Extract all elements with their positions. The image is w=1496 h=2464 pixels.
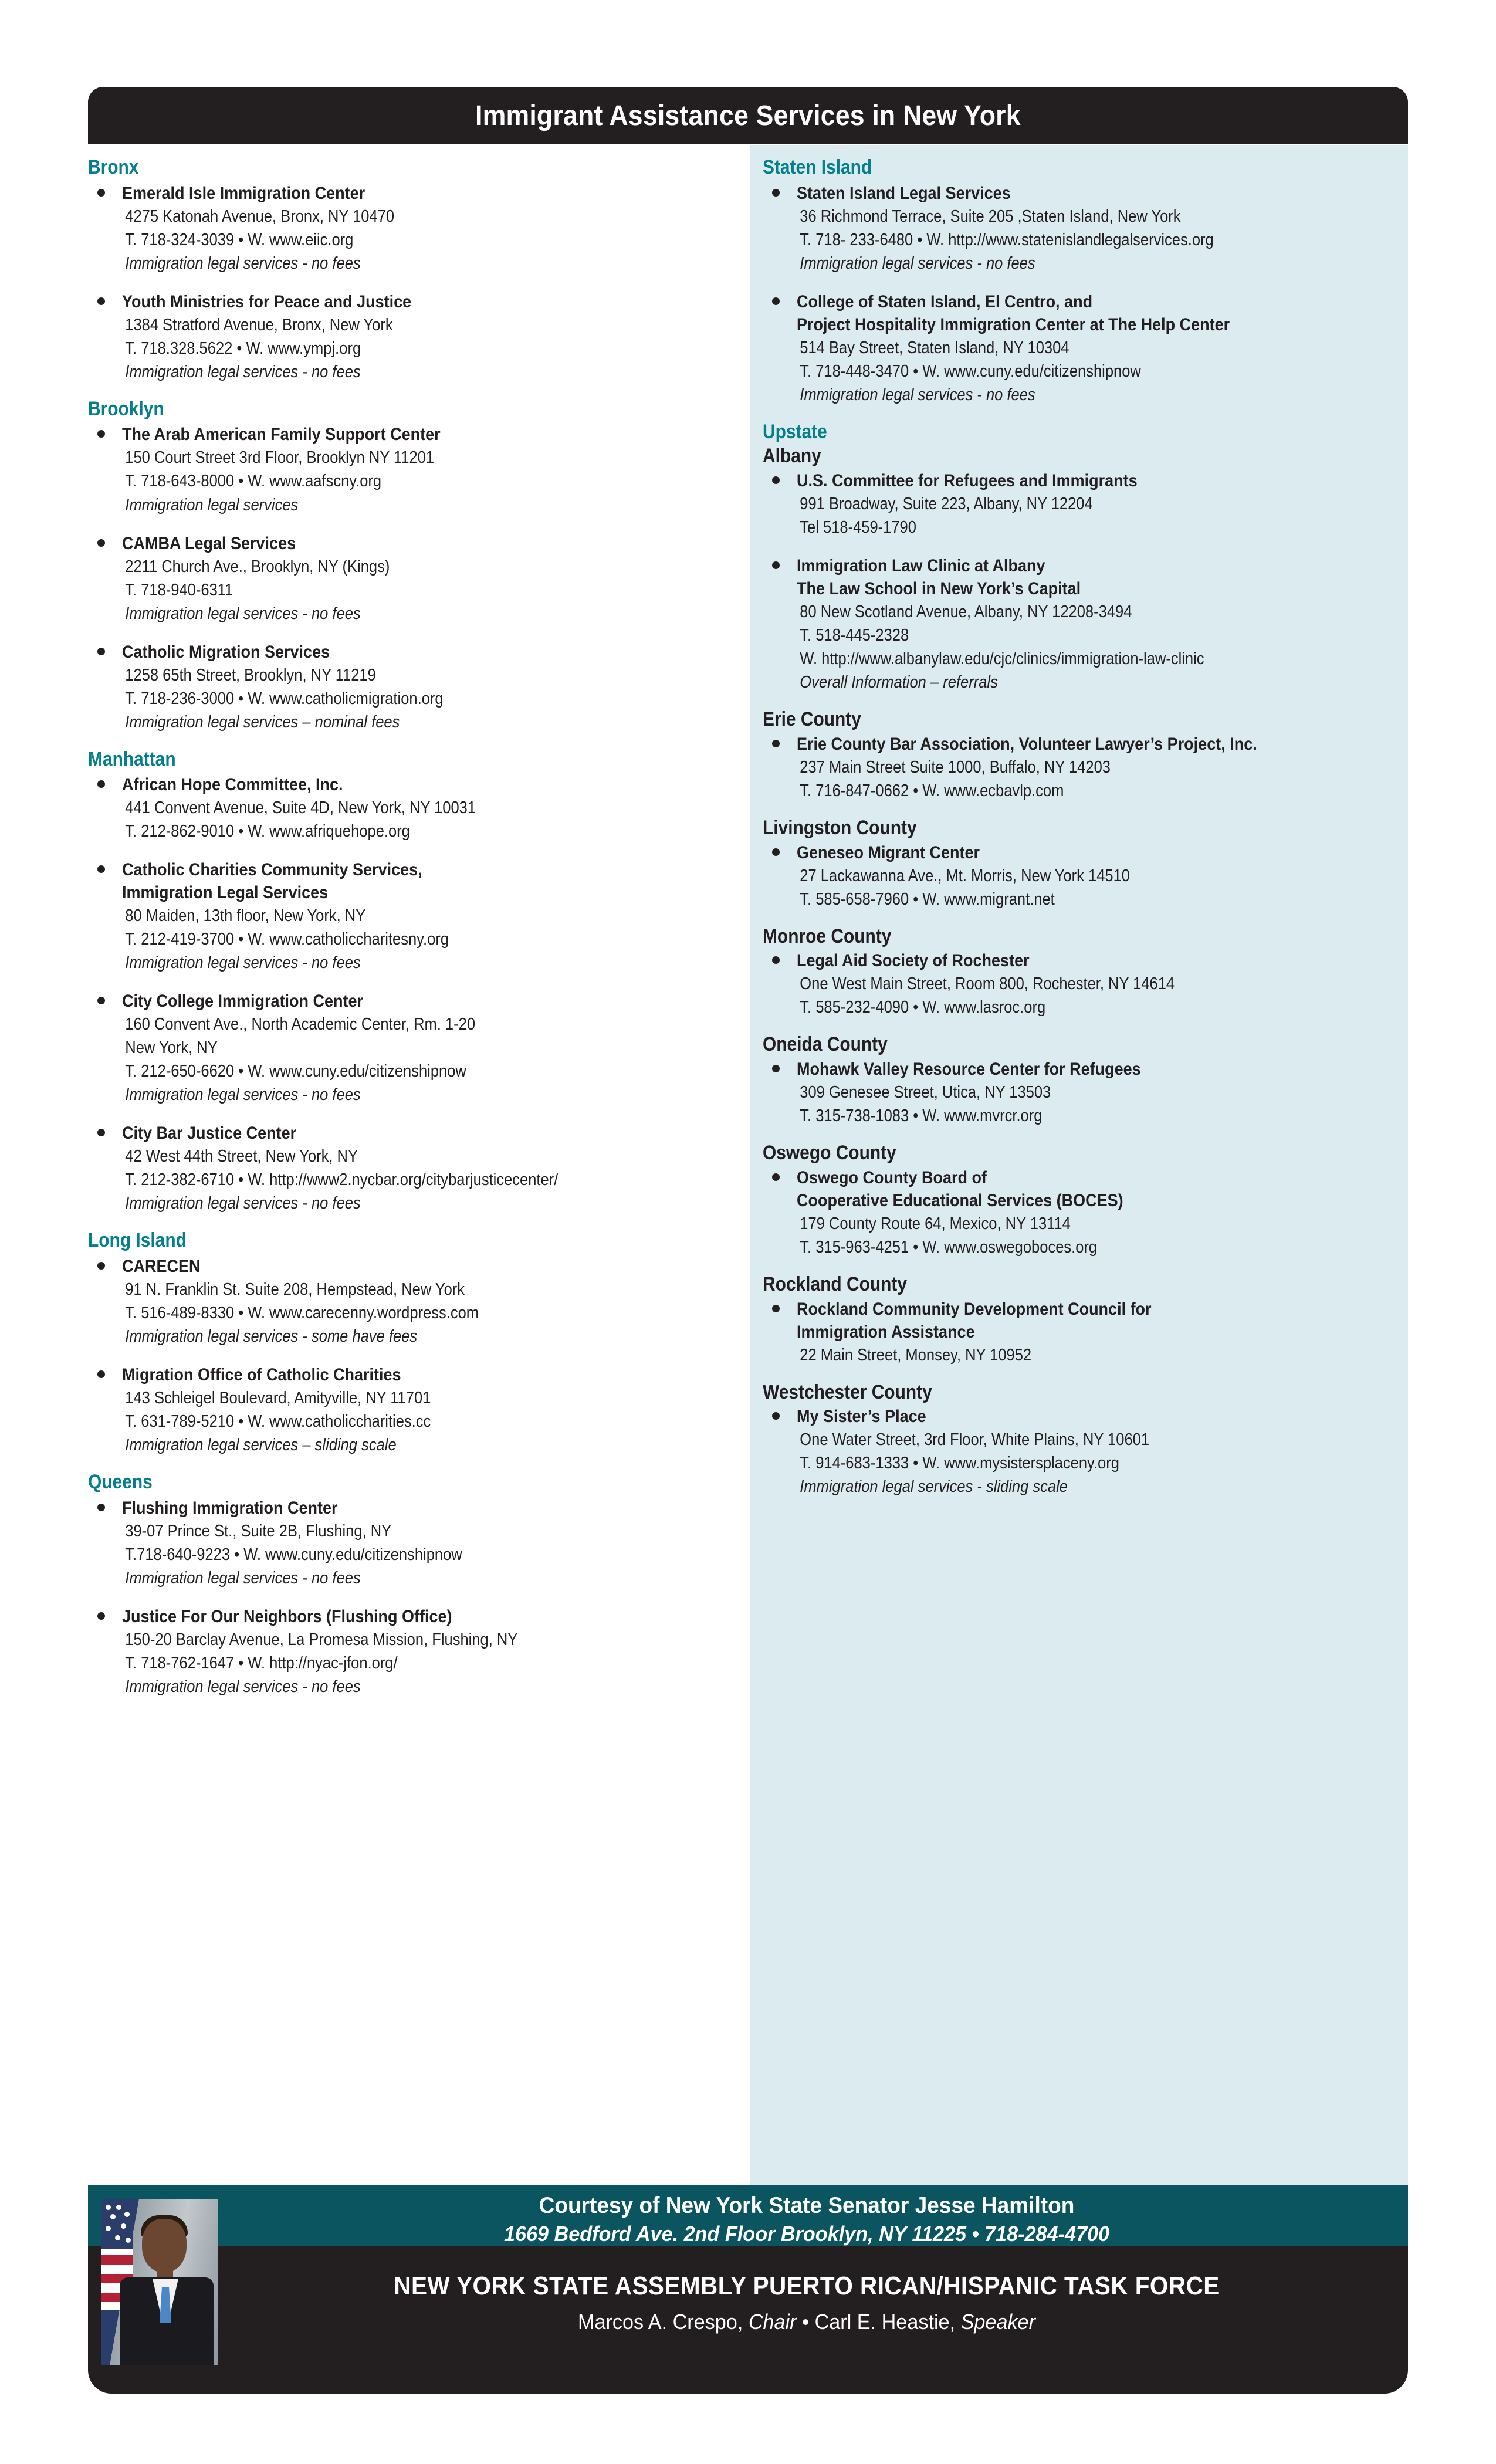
flag-star	[110, 2214, 116, 2219]
bullet-icon	[772, 476, 780, 484]
service-note: Immigration legal services - no fees	[125, 1085, 361, 1105]
flag-star	[116, 2205, 121, 2210]
organization-detail-line: T. 315-963-4251 • W. www.oswegoboces.org	[800, 1237, 1098, 1257]
organization-detail-line: 22 Main Street, Monsey, NY 10952	[800, 1345, 1032, 1365]
bullet-icon	[97, 997, 105, 1004]
flag-star	[121, 2223, 126, 2229]
organization-entry	[763, 841, 1399, 911]
organization-detail-line: 991 Broadway, Suite 223, Albany, NY 12204	[800, 495, 1093, 514]
region-heading: Staten Island	[763, 156, 872, 178]
organization-detail-line: T. 716-847-0662 • W. www.ecbavlp.com	[800, 781, 1064, 800]
organization-entry	[88, 1497, 739, 1590]
senator-portrait-photo	[101, 2199, 218, 2365]
bullet-icon	[772, 740, 780, 747]
organization-detail-line: T. 212-862-9010 • W. www.afriquehope.org	[125, 822, 410, 841]
organization-detail-line: New York, NY	[125, 1038, 218, 1058]
organization-detail-line: 150 Court Street 3rd Floor, Brooklyn NY 11201	[125, 448, 435, 468]
flag-star	[106, 2205, 111, 2210]
region-heading: Queens	[88, 1471, 153, 1494]
organization-entry	[88, 641, 739, 734]
region-heading: Upstate	[763, 420, 827, 443]
region-heading: Long Island	[88, 1229, 187, 1252]
organization-name: The Arab American Family Support Center	[122, 425, 441, 445]
bullet-icon	[97, 780, 105, 788]
organization-entry	[88, 773, 739, 843]
organization-name: Flushing Immigration Center	[122, 1498, 338, 1518]
flag-star	[115, 2235, 120, 2240]
service-note: Immigration legal services - no fees	[125, 1194, 361, 1213]
bullet-icon	[97, 1504, 105, 1511]
organization-entry	[763, 1058, 1399, 1128]
service-note: Immigration legal services - sliding scale	[800, 1477, 1068, 1497]
organization-detail-line: W. http://www.albanylaw.edu/cjc/clinics/immigration-law-clinic	[800, 649, 1204, 669]
service-note: Immigration legal services - no fees	[125, 604, 361, 623]
region-heading: Manhattan	[88, 747, 176, 770]
organization-entry	[88, 423, 739, 516]
service-note: Immigration legal services – sliding scale	[125, 1436, 397, 1455]
organization-detail-line: T. 718-762-1647 • W. http://nyac-jfon.org/	[125, 1654, 398, 1673]
organization-detail-line: 1258 65th Street, Brooklyn, NY 11219	[125, 665, 376, 685]
flag-star	[106, 2226, 111, 2231]
organization-entry	[88, 532, 739, 625]
bullet-icon	[97, 189, 105, 197]
organization-entry	[763, 469, 1399, 539]
bullet-icon	[772, 1412, 780, 1420]
organization-name-continued: Cooperative Educational Services (BOCES)	[797, 1190, 1123, 1210]
service-note: Immigration legal services - no fees	[125, 953, 361, 973]
service-note: Immigration legal services - no fees	[125, 362, 361, 381]
organization-detail-line: 143 Schleigel Boulevard, Amityville, NY 11701	[125, 1389, 431, 1408]
chair-role: Chair	[748, 2310, 797, 2334]
bullet-icon	[772, 1305, 780, 1312]
bullet-icon	[772, 848, 780, 856]
organization-entry	[763, 1166, 1399, 1259]
organization-detail-line: T. 585-658-7960 • W. www.migrant.net	[800, 889, 1055, 909]
speaker-role: Speaker	[960, 2310, 1035, 2334]
county-heading: Oswego County	[763, 1142, 896, 1165]
organization-detail-line: T. 718-236-3000 • W. www.catholicmigration.org	[125, 689, 444, 708]
bullet-icon	[772, 956, 780, 964]
organization-entry	[88, 990, 739, 1106]
organization-entry	[763, 182, 1399, 275]
bullet-icon	[772, 1065, 780, 1072]
bullet-icon	[772, 189, 780, 197]
organization-detail-line: T. 718-940-6311	[125, 580, 233, 600]
organization-entry	[88, 290, 739, 384]
flag-star	[126, 2238, 131, 2243]
organization-detail-line: T. 212-650-6620 • W. www.cuny.edu/citizenshipnow	[125, 1062, 466, 1081]
organization-entry	[88, 1605, 739, 1698]
service-note: Immigration legal services – nominal fees	[125, 712, 400, 732]
organization-detail-line: 36 Richmond Terrace, Suite 205 ,Staten Island, New York	[800, 207, 1181, 226]
service-note: Immigration legal services - no fees	[800, 253, 1035, 273]
county-heading: Rockland County	[763, 1272, 908, 1295]
service-note: Immigration legal services - no fees	[125, 1568, 361, 1588]
bullet-icon	[97, 297, 105, 305]
organization-name: Migration Office of Catholic Charities	[122, 1365, 401, 1385]
organization-detail-line: 309 Genesee Street, Utica, NY 13503	[800, 1083, 1051, 1102]
organization-entry	[88, 858, 739, 974]
organization-detail-line: T. 914-683-1333 • W. www.mysistersplaceny.org	[800, 1454, 1119, 1473]
organization-detail-line: One West Main Street, Room 800, Rochester, NY 14614	[800, 974, 1175, 994]
footer-address-line: 1669 Bedford Ave. 2nd Floor Brooklyn, NY 11225 • 718-284-4700	[503, 2221, 1110, 2246]
organization-detail-line: T. 718-448-3470 • W. www.cuny.edu/citizenshipnow	[800, 361, 1141, 381]
region-heading: Brooklyn	[88, 397, 164, 420]
bullet-icon	[772, 561, 780, 569]
service-note: Immigration legal services - no fees	[800, 385, 1035, 404]
organization-name: CARECEN	[122, 1257, 201, 1277]
organization-detail-line: T. 718-643-8000 • W. www.aafscny.org	[125, 472, 382, 491]
organization-detail-line: 80 New Scotland Avenue, Albany, NY 12208-3494	[800, 603, 1132, 622]
county-heading: Oneida County	[763, 1033, 888, 1056]
organization-name: Immigration Law Clinic at Albany	[797, 556, 1045, 576]
organization-detail-line: 1384 Stratford Avenue, Bronx, New York	[125, 315, 393, 334]
organization-name: City College Immigration Center	[122, 991, 364, 1011]
organization-detail-line: 237 Main Street Suite 1000, Buffalo, NY 14203	[800, 757, 1111, 777]
organization-detail-line: 4275 Katonah Avenue, Bronx, NY 10470	[125, 207, 395, 226]
portrait-head	[142, 2219, 187, 2273]
organization-detail-line: T. 718.328.5622 • W. www.ympj.org	[125, 339, 361, 358]
bullet-icon	[97, 1129, 105, 1136]
organization-entry	[88, 1122, 739, 1215]
bullet-icon	[772, 297, 780, 305]
bullet-icon	[97, 1612, 105, 1620]
organization-name: African Hope Committee, Inc.	[122, 775, 343, 795]
speaker-name: Carl E. Heastie,	[814, 2310, 956, 2334]
organization-detail-line: 27 Lackawanna Ave., Mt. Morris, New York 14510	[800, 866, 1130, 885]
county-heading: Westchester County	[763, 1380, 932, 1403]
organization-detail-line: 42 West 44th Street, New York, NY	[125, 1147, 358, 1166]
county-heading: Monroe County	[763, 925, 892, 947]
organization-detail-line: One Water Street, 3rd Floor, White Plains, NY 10601	[800, 1430, 1150, 1450]
organization-name: CAMBA Legal Services	[122, 533, 296, 553]
organization-detail-line: 160 Convent Ave., North Academic Center, Rm. 1-20	[125, 1015, 476, 1034]
footer-courtesy-block	[241, 2193, 1373, 2246]
subregion-heading: Albany	[763, 445, 821, 468]
organization-detail-line: T. 585-232-4090 • W. www.lasroc.org	[800, 998, 1046, 1017]
organization-detail-line: 441 Convent Avenue, Suite 4D, New York, NY 10031	[125, 798, 476, 818]
footer-taskforce-title: NEW YORK STATE ASSEMBLY PUERTO RICAN/HISPANIC TASK FORCE	[394, 2272, 1220, 2300]
organization-detail-line: T. 212-419-3700 • W. www.catholiccharitesny.org	[125, 930, 449, 949]
organization-entry	[763, 1298, 1399, 1367]
organization-name-continued: Project Hospitality Immigration Center at The Help Center	[797, 314, 1230, 334]
organization-entry	[763, 290, 1399, 407]
organization-name: Youth Ministries for Peace and Justice	[122, 292, 412, 312]
organization-detail-line: 2211 Church Ave., Brooklyn, NY (Kings)	[125, 557, 390, 576]
organization-detail-line: 91 N. Franklin St. Suite 208, Hempstead, New York	[125, 1280, 465, 1299]
organization-detail-line: T. 516-489-8330 • W. www.carecenny.wordpress.com	[125, 1304, 479, 1323]
organization-name: Justice For Our Neighbors (Flushing Office)	[122, 1607, 452, 1626]
bullet-icon	[97, 430, 105, 438]
organization-detail-line: T. 718-324-3039 • W. www.eiic.org	[125, 230, 354, 249]
organization-detail-line: Tel 518-459-1790	[800, 518, 916, 537]
footer-officers-line	[269, 2309, 1345, 2335]
footer-courtesy-line: Courtesy of New York State Senator Jesse Hamilton	[539, 2193, 1075, 2218]
organization-detail-line: 80 Maiden, 13th floor, New York, NY	[125, 906, 366, 926]
organization-name: Legal Aid Society of Rochester	[797, 951, 1030, 971]
organization-name: Emerald Isle Immigration Center	[122, 183, 365, 203]
footer-taskforce-block	[241, 2272, 1373, 2335]
organization-name-continued: Immigration Legal Services	[122, 883, 329, 903]
bullet-icon	[97, 1370, 105, 1378]
service-note: Immigration legal services - some have fees	[125, 1327, 418, 1346]
organization-entry	[763, 949, 1399, 1019]
county-heading: Erie County	[763, 708, 861, 731]
organization-name: College of Staten Island, El Centro, and	[797, 292, 1093, 312]
service-note: Immigration legal services - no fees	[125, 1677, 361, 1697]
organization-detail-line: 514 Bay Street, Staten Island, NY 10304	[800, 338, 1069, 357]
organization-detail-line: 39-07 Prince St., Suite 2B, Flushing, NY	[125, 1521, 392, 1541]
organization-entry	[88, 1255, 739, 1348]
organization-name: Rockland Community Development Council for	[797, 1299, 1152, 1319]
county-heading: Livingston County	[763, 816, 917, 839]
organization-name: City Bar Justice Center	[122, 1123, 297, 1143]
organization-detail-line: T. 212-382-6710 • W. http://www2.nycbar.org/citybarjusticecenter/	[125, 1170, 559, 1190]
organization-detail-line: 150-20 Barclay Avenue, La Promesa Mission, Flushing, NY	[125, 1630, 518, 1649]
right-column	[763, 157, 1399, 1514]
service-note: Immigration legal services - no fees	[125, 253, 361, 273]
organization-name-continued: Immigration Assistance	[797, 1322, 975, 1342]
bullet-icon	[772, 1173, 780, 1181]
bullet-icon	[97, 865, 105, 873]
organization-name: Mohawk Valley Resource Center for Refugees	[797, 1060, 1141, 1079]
organization-entry	[88, 182, 739, 275]
organization-detail-line: T. 518-445-2328	[800, 626, 909, 645]
organization-detail-line: T. 718- 233-6480 • W. http://www.statenislandlegalservices.org	[800, 230, 1214, 249]
bullet-icon	[97, 648, 105, 655]
organization-name: My Sister’s Place	[797, 1407, 926, 1427]
service-note: Immigration legal services	[125, 495, 299, 515]
organization-entry	[763, 733, 1399, 803]
officers-separator: •	[802, 2310, 810, 2334]
chair-name: Marcos A. Crespo,	[578, 2310, 743, 2334]
region-heading: Bronx	[88, 156, 139, 178]
organization-name-continued: The Law School in New York’s Capital	[797, 579, 1081, 599]
service-note: Overall Information – referrals	[800, 673, 998, 692]
left-column	[88, 157, 739, 1714]
organization-name: Catholic Charities Community Services,	[122, 860, 422, 880]
organization-entry	[88, 1363, 739, 1457]
flag-star	[124, 2212, 130, 2217]
organization-detail-line: T. 631-789-5210 • W. www.catholiccharities.cc	[125, 1412, 431, 1431]
organization-name: Oswego County Board of	[797, 1167, 987, 1187]
organization-name: Erie County Bar Association, Volunteer Lawyer’s Project, Inc.	[797, 734, 1257, 754]
organization-entry	[763, 554, 1399, 694]
title-bar	[88, 87, 1408, 144]
organization-entry	[763, 1405, 1399, 1498]
bullet-icon	[97, 539, 105, 547]
organization-detail-line: 179 County Route 64, Mexico, NY 13114	[800, 1214, 1071, 1233]
organization-name: Staten Island Legal Services	[797, 183, 1011, 203]
organization-detail-line: T. 315-738-1083 • W. www.mvrcr.org	[800, 1106, 1043, 1126]
bullet-icon	[97, 1262, 105, 1270]
organization-detail-line: T.718-640-9223 • W. www.cuny.edu/citizenshipnow	[125, 1545, 462, 1564]
organization-name: Geneseo Migrant Center	[797, 842, 980, 862]
organization-name: U.S. Committee for Refugees and Immigrants	[797, 471, 1138, 491]
page-title: Immigrant Assistance Services in New York	[475, 100, 1021, 131]
organization-name: Catholic Migration Services	[122, 642, 330, 662]
